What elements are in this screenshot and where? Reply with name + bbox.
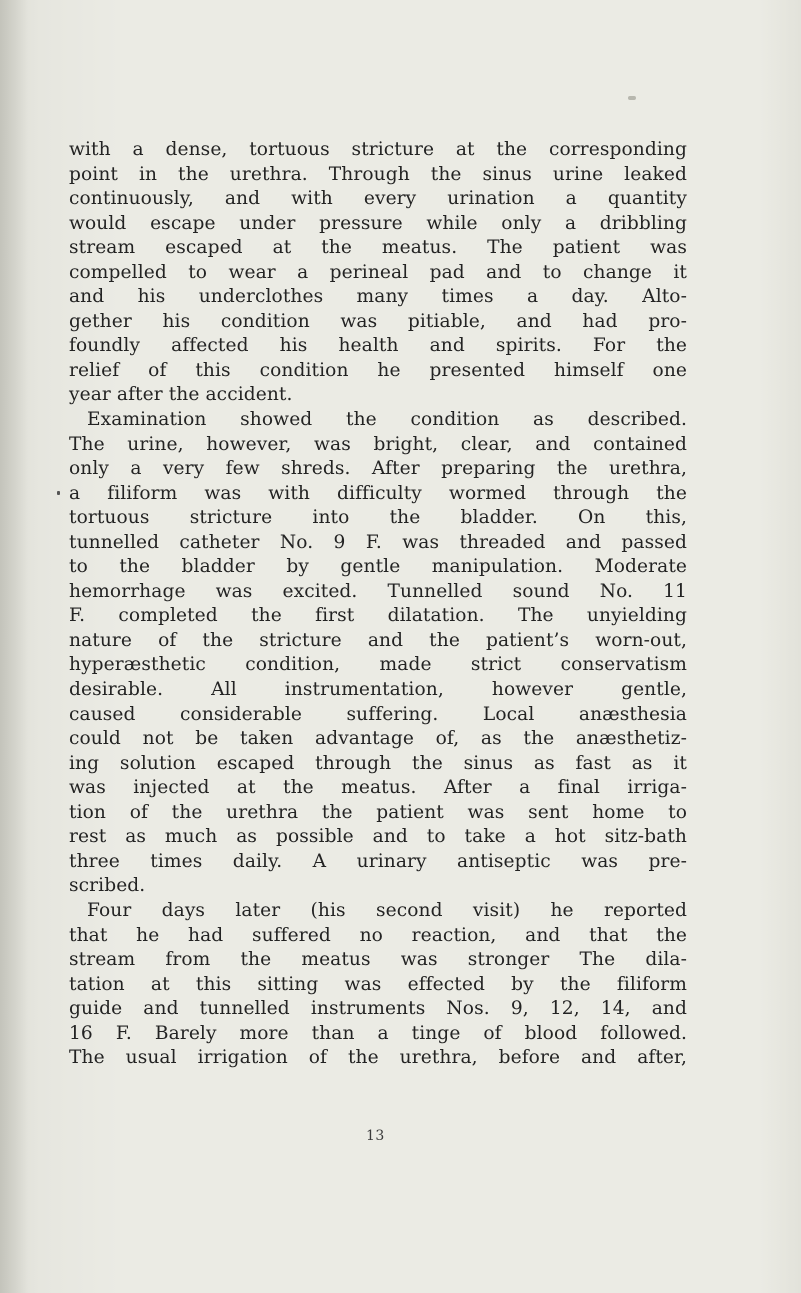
text-line: to the bladder by gentle manipulation. Moderate	[69, 556, 687, 578]
text-line: rest as much as possible and to take a hot sitz-bath	[69, 826, 687, 848]
text-line: The urine, however, was bright, clear, and contained	[69, 433, 687, 455]
text-line: ing solution escaped through the sinus as fast as it	[69, 752, 687, 774]
text-line: scribed.	[69, 875, 146, 897]
ink-speck	[57, 491, 60, 495]
body-text	[69, 138, 687, 1071]
text-line: guide and tunnelled instruments Nos. 9, 12, 14, and	[69, 998, 687, 1020]
text-line: tortuous stricture into the bladder. On this,	[69, 507, 687, 529]
text-line: and his underclothes many times a day. Alto-	[69, 286, 687, 308]
text-line: The usual irrigation of the urethra, before and after,	[69, 1047, 687, 1069]
text-line: Four days later (his second visit) he reported	[87, 899, 687, 921]
text-line: that he had suffered no reaction, and that the	[69, 924, 687, 946]
text-line: Examination showed the condition as described.	[87, 409, 687, 431]
text-line: was injected at the meatus. After a final irriga-	[69, 777, 687, 799]
text-line: could not be taken advantage of, as the anæsthetiz-	[69, 728, 687, 750]
text-line: relief of this condition he presented himself one	[69, 359, 687, 381]
text-line: point in the urethra. Through the sinus urine leaked	[69, 163, 687, 185]
text-line: hemorrhage was excited. Tunnelled sound No. 11	[69, 580, 687, 602]
text-line: tion of the urethra the patient was sent home to	[69, 801, 687, 823]
page-number: 13	[366, 1128, 385, 1144]
text-line: stream from the meatus was stronger The dila-	[69, 949, 687, 971]
text-line: tation at this sitting was effected by the filiform	[69, 973, 687, 995]
text-line: foundly affected his health and spirits. For the	[69, 335, 687, 357]
text-line: three times daily. A urinary antiseptic was pre-	[69, 850, 687, 872]
text-line: tunnelled catheter No. 9 F. was threaded and passed	[69, 531, 687, 553]
text-line: year after the accident.	[69, 384, 293, 406]
text-line: nature of the stricture and the patient’s worn-out,	[69, 629, 687, 651]
text-line: F. completed the first dilatation. The unyielding	[69, 605, 687, 627]
text-line: a filiform was with difficulty wormed through the	[69, 482, 687, 504]
text-line: stream escaped at the meatus. The patient was	[69, 237, 687, 259]
text-line: compelled to wear a perineal pad and to change it	[69, 261, 687, 283]
text-line: caused considerable suffering. Local anæsthesia	[69, 703, 687, 725]
binding-gutter-shadow	[0, 0, 28, 1293]
text-line: only a very few shreds. After preparing the urethra,	[69, 458, 687, 480]
text-line: hyperæsthetic condition, made strict conservatism	[69, 654, 687, 676]
text-line: 16 F. Barely more than a tinge of blood followed.	[69, 1022, 687, 1044]
text-line: desirable. All instrumentation, however gentle,	[69, 679, 687, 701]
text-line: gether his condition was pitiable, and had pro-	[69, 310, 687, 332]
text-line: continuously, and with every urination a quantity	[69, 188, 687, 210]
paper-blemish	[628, 96, 636, 100]
text-line: with a dense, tortuous stricture at the corresponding	[69, 139, 687, 160]
text-line: would escape under pressure while only a dribbling	[69, 212, 687, 234]
